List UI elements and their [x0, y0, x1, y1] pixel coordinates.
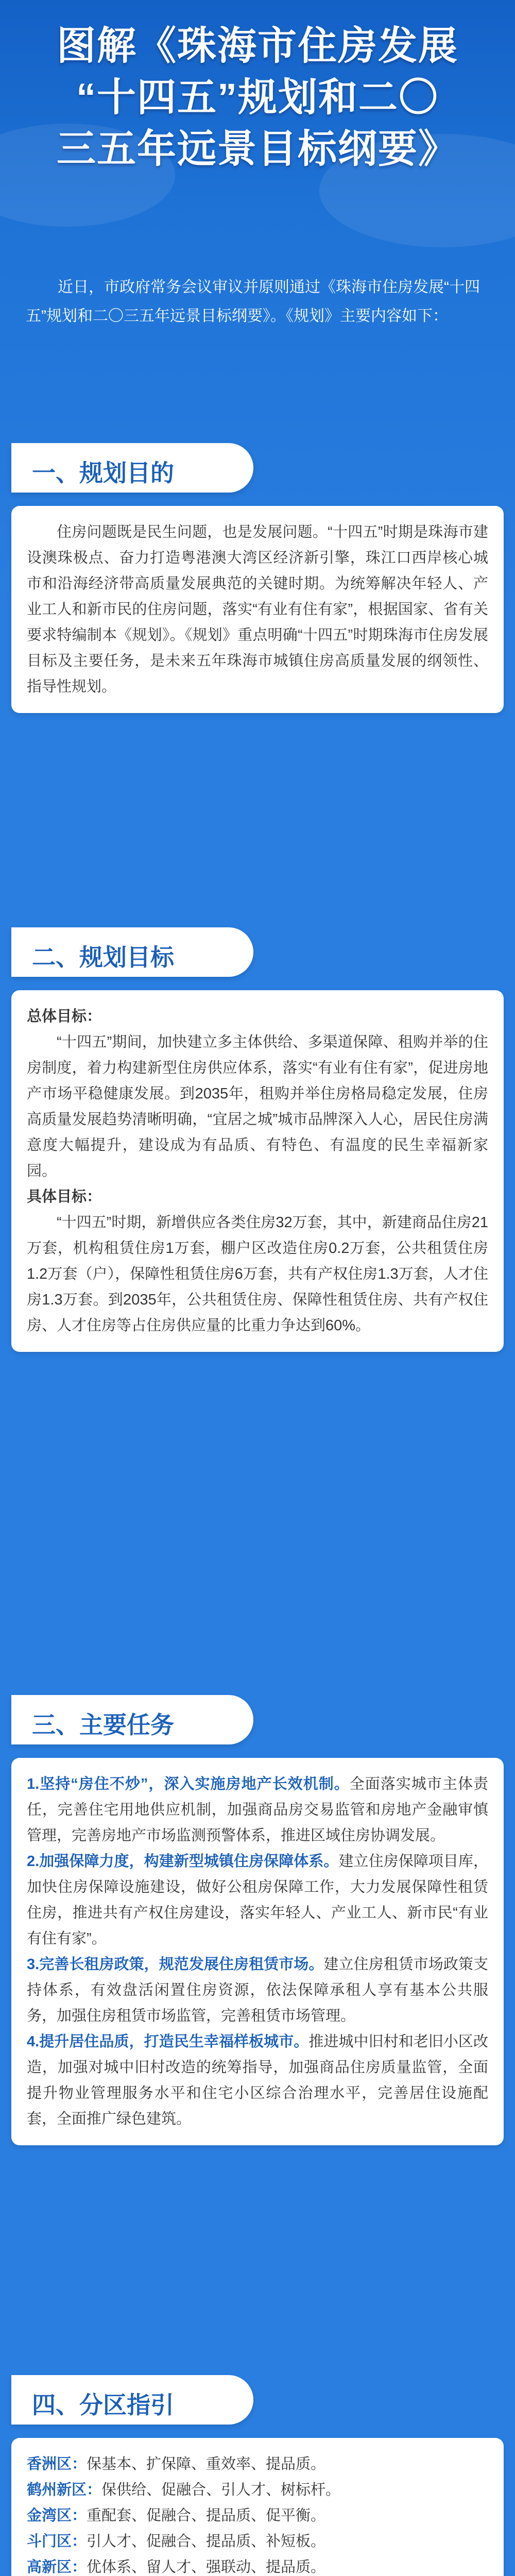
overall-goal-label: 总体目标：: [27, 1008, 102, 1025]
task-heading: 2.加强保障力度，构建新型城镇住房保障体系。: [27, 1853, 339, 1870]
district-item: [27, 2529, 488, 2554]
overall-goal-text: “十四五”期间，加快建立多主体供给、多渠道保障、租购并举的住房制度，着力构建新型住房供应体系，落实“有业有住有家”，促进房地产市场平稳健康发展。到2035年，租购并举住房格局稳定发展，住房高质量发展趋势清晰明确，“宜居之城”城市品牌深入人心，居民住房满意度大幅提升，建设成为有品质、有特色、有温度的民生幸福新家园。: [27, 1034, 488, 1179]
section-heading: [11, 2375, 253, 2425]
section-title: 三、主要任务: [32, 1711, 174, 1738]
district-item: [27, 2503, 488, 2529]
section-heading: [11, 927, 253, 977]
section-card: [11, 990, 504, 1352]
district-name: 金湾区：: [27, 2507, 87, 2524]
district-text: 保供给、促融合、引人才、树标杆。: [101, 2482, 341, 2498]
district-name: 鹤州新区：: [27, 2482, 102, 2498]
paragraph: 住房问题既是民生问题，也是发展问题。“十四五”时期是珠海市建设澳珠极点、奋力打造粤港澳大湾区经济新引擎，珠江口西岸核心城市和沿海经济带高质量发展典范的关键时期。为统筹解决年轻人、产业工人和新市民的住房问题，落实“有业有住有家”，根据国家、省有关要求特编制本《规划》。《规划》重点明确“十四五”时期珠海市住房发展目标及主要任务，是未来五年珠海市城镇住房高质量发展的纲领性、指导性规划。: [27, 524, 488, 695]
district-text: 引人才、促融合、提品质、补短板。: [87, 2533, 326, 2550]
task-item: [27, 1771, 488, 1849]
task-text: 推进城中旧村和老旧小区改造，加强对城中旧村改造的统筹指导，加强商品住房质量监管，全面提升物业管理服务水平和住宅小区综合治理水平，完善居住设施配套，全面推广绿色建筑。: [27, 2033, 488, 2127]
task-item: [27, 2029, 488, 2132]
district-item: [27, 2554, 488, 2576]
specific-goal-text: “十四五”时期，新增供应各类住房32万套，其中，新建商品住房21万套，机构租赁住房1万套，棚户区改造住房0.2万套，公共租赁住房1.2万套（户），保障性租赁住房6万套，共有产权住房1.3万套，人才住房1.3万套。到2035年，公共租赁住房、保障性租赁住房、共有产权住房、人才住房等占住房供应量的比重力争达到60%。: [27, 1214, 488, 1334]
section-districts: [11, 2375, 504, 2576]
task-text: 全面落实城市主体责任，完善住宅用地供应机制，加强商品房交易监管和房地产金融审慎管理，完善房地产市场监测预警体系，推进区域住房协调发展。: [27, 1776, 488, 1844]
section-title: 二、规划目标: [32, 944, 174, 971]
task-item: [27, 1849, 488, 1952]
task-heading: 4.提升居住品质，打造民生幸福样板城市。: [27, 2033, 309, 2050]
district-item: [27, 2477, 488, 2503]
section-title: 四、分区指引: [32, 2392, 174, 2418]
district-name: 香洲区：: [27, 2456, 87, 2472]
page-title: [21, 21, 494, 175]
task-heading: 3.完善长租房政策，规范发展住房租赁市场。: [27, 1956, 324, 1973]
section-title: 一、规划目的: [32, 460, 174, 486]
district-text: 优体系、留人才、强联动、提品质。: [87, 2559, 326, 2575]
intro-text: 近日，市政府常务会议审议并原则通过《珠海市住房发展“十四五”规划和二〇三五年远景目标纲要》。《规划》主要内容如下：: [26, 279, 480, 325]
district-item: [27, 2451, 488, 2477]
task-text: 建立住房租赁市场政策支持体系，有效盘活闲置住房资源，依法保障承租人享有基本公共服务，加强住房租赁市场监管，完善租赁市场管理。: [27, 1956, 488, 2024]
task-item: [27, 1952, 488, 2029]
title-line-1: 图解《珠海市住房发展: [57, 24, 458, 68]
title-line-2: “十四五”规划和二〇: [76, 76, 439, 120]
district-name: 高新区：: [27, 2559, 87, 2575]
header-banner: [0, 0, 515, 222]
section-goals: [11, 927, 504, 1352]
section-card: [11, 1758, 504, 2145]
section-heading: [11, 1695, 253, 1744]
title-line-3: 三五年远景目标纲要》: [57, 127, 458, 171]
specific-goal-label: 具体目标：: [27, 1189, 102, 1205]
section-card: [11, 506, 504, 713]
section-purpose: [11, 443, 504, 713]
task-heading: 1.坚持“房住不炒”，深入实施房地产长效机制。: [27, 1776, 350, 1792]
section-card: [11, 2438, 504, 2576]
district-text: 保基本、扩保障、重效率、提品质。: [87, 2456, 326, 2472]
section-heading: [11, 443, 253, 493]
district-text: 重配套、促融合、提品质、促平衡。: [87, 2507, 326, 2524]
task-text: 建立住房保障项目库，加快住房保障设施建设，做好公租房保障工作，大力发展保障性租赁住房，推进共有产权住房建设，落实年轻人、产业工人、新市民“有业有住有家”。: [27, 1853, 488, 1947]
district-name: 斗门区：: [27, 2533, 87, 2550]
section-tasks: [11, 1695, 504, 2145]
